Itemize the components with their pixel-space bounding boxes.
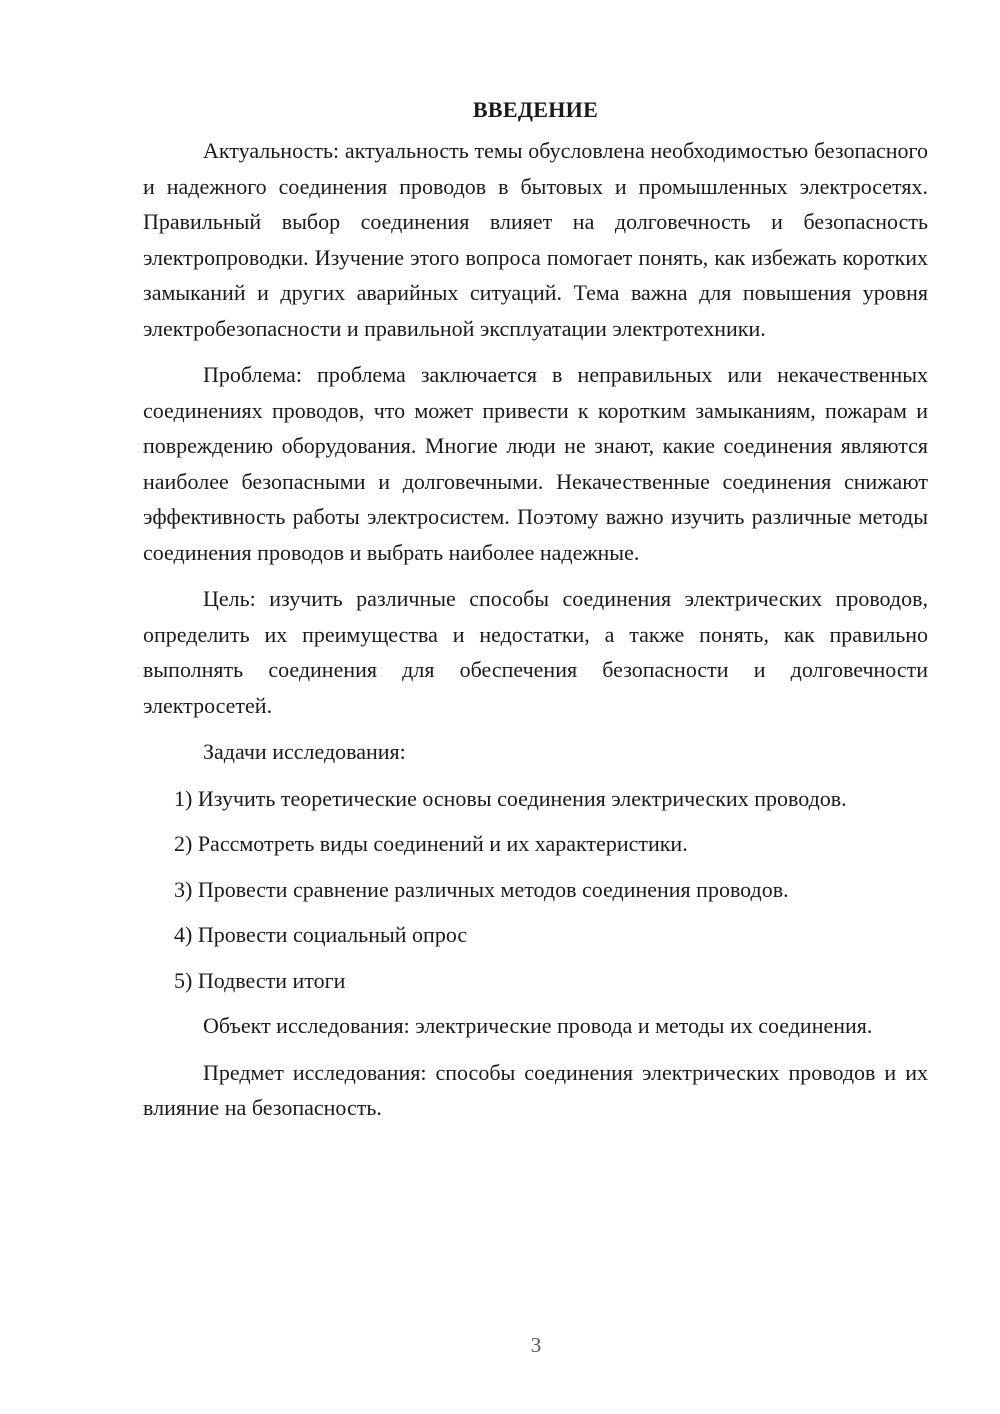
paragraph-goal: Цель: изучить различные способы соединения электрических проводов, определить их преимущества и недостатки, а также понять, как правильно выполнять соединения для обеспечения безопасности и долговечности электросетей. [143,586,928,718]
paragraph-relevance: Актуальность: актуальность темы обусловлена необходимостью безопасного и надежного соединения проводов в бытовых и промышленных электросетях. Правильный выбор соединения влияет на долговечность и безопасность электропроводки. Изучение этого вопроса помогает понять, как избежать коротких замыканий и других аварийных ситуаций. Тема важна для повышения уровня электробезопасности и правильной эксплуатации электротехники. [143,138,928,341]
document-page [143,93,928,1137]
paragraph-tasks-heading: Задачи исследования: [203,739,406,764]
list-item: 3) Провести сравнение различных методов соединения проводов. [174,876,789,902]
tasks-list [143,781,928,999]
list-item: 4) Провести социальный опрос [174,922,468,947]
paragraph-problem: Проблема: проблема заключается в неправильных или некачественных соединениях проводов, что может привести к коротким замыканиям, пожарам и повреждению оборудования. Многие люди не знают, какие соединения являются наиболее безопасными и долговечными. Некачественные соединения снижают эффективность работы электросистем. Поэтому важно изучить различные методы соединения проводов и выбрать наиболее надежные. [143,362,928,565]
paragraph-subject: Предмет исследования: способы соединения электрических проводов и их влияние на безопасность. [143,1059,928,1120]
page-title: ВВЕДЕНИЕ [472,97,599,122]
page-number: 3 [530,1333,542,1357]
paragraph-object: Объект исследования: электрические провода и методы их соединения. [203,1013,873,1038]
list-item: 2) Рассмотреть виды соединений и их характеристики. [174,831,688,856]
list-item: 5) Подвести итоги [174,967,346,993]
list-item: 1) Изучить теоретические основы соединения электрических проводов. [174,785,847,811]
